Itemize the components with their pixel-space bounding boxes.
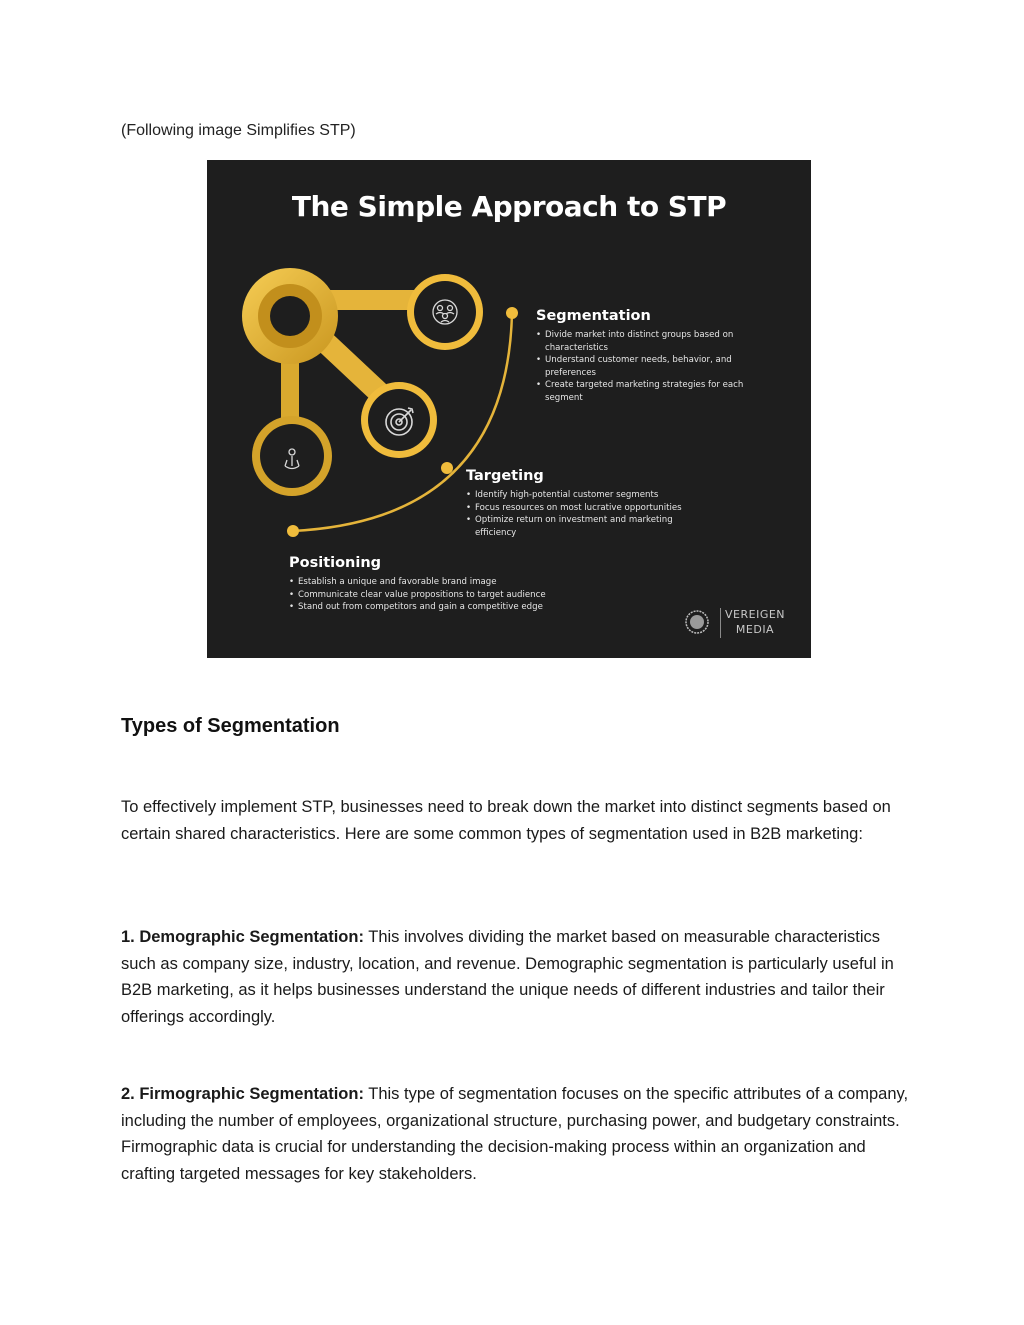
- item-text: This type of segmentation focuses on the specific attributes of a company, including the number of employees, organizational structure, purchasing power, and budgetary constraints. Firmographic data is crucial for understanding the decision-making process within an organization and crafting targeted messages for key stakeholders.: [121, 1085, 909, 1183]
- hub-center: [270, 296, 310, 336]
- targeting-section: [466, 468, 716, 539]
- logo-line-1: VEREIGEN: [725, 608, 786, 621]
- positioning-dot: [287, 525, 299, 537]
- list-item: • Stand out from competitors and gain a competitive edge: [298, 601, 559, 614]
- list-item: • Focus resources on most lucrative opportunities: [475, 502, 716, 515]
- infographic-title: The Simple Approach to STP: [291, 190, 727, 223]
- stp-infographic: [207, 160, 811, 658]
- list-item: • Divide market into distinct groups based on characteristics: [545, 329, 776, 354]
- item-label: 2. Firmographic Segmentation:: [121, 1085, 364, 1103]
- vereigen-media-logo: [683, 604, 803, 644]
- list-item: • Establish a unique and favorable brand image: [298, 576, 559, 589]
- targeting-dot: [441, 462, 453, 474]
- item-text: This involves dividing the market based on measurable characteristics such as company size, industry, location, and revenue. Demographic segmentation is particularly useful in B2B marketing, as it helps businesses understand the unique needs of different industries and tailor their offerings accordingly.: [121, 928, 894, 1026]
- list-item: • Understand customer needs, behavior, and preferences: [545, 354, 776, 379]
- section-heading: Types of Segmentation: [121, 715, 340, 737]
- list-item: • Communicate clear value propositions to target audience: [298, 589, 559, 602]
- logo-line-2: MEDIA: [735, 623, 775, 636]
- intro-paragraph: To effectively implement STP, businesses need to break down the market into distinct segments based on certain shared characteristics. Here are some common types of segmentation used in B2B marketing:: [121, 798, 891, 843]
- list-item: • Create targeted marketing strategies for each segment: [545, 379, 776, 404]
- positioning-title: Positioning: [289, 555, 382, 571]
- logo-divider: [720, 608, 721, 638]
- item-label: 1. Demographic Segmentation:: [121, 928, 364, 946]
- segmentation-dot: [506, 307, 518, 319]
- image-caption: (Following image Simplifies STP): [121, 122, 356, 139]
- seal-icon: [685, 610, 709, 634]
- firmographic-paragraph: [121, 1081, 911, 1187]
- positioning-section: [289, 555, 559, 614]
- list-item: • Optimize return on investment and marketing efficiency: [475, 514, 716, 539]
- list-item: • Identify high-potential customer segments: [475, 489, 716, 502]
- segmentation-title: Segmentation: [536, 308, 651, 324]
- demographic-paragraph: [121, 924, 911, 1030]
- segmentation-section: [536, 308, 776, 405]
- targeting-title: Targeting: [466, 468, 544, 484]
